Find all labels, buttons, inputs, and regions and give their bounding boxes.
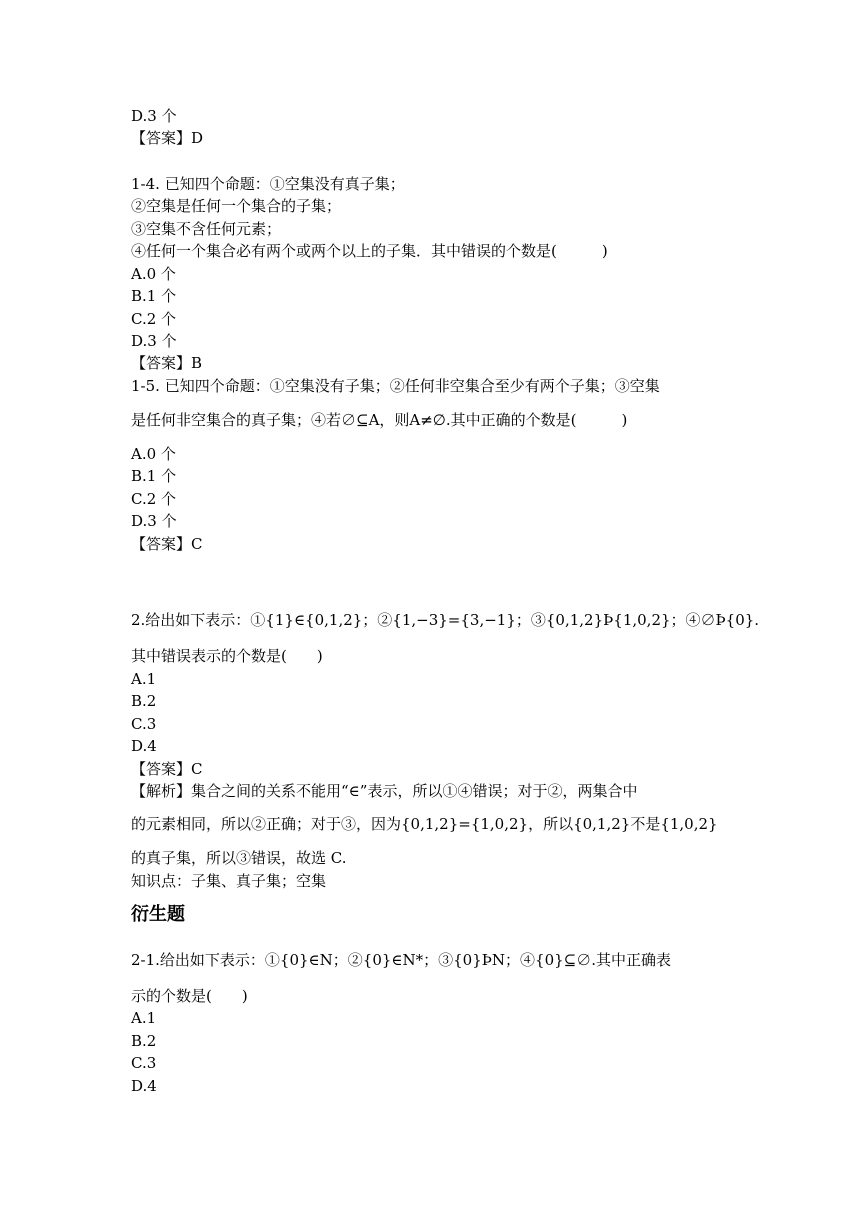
question-text-line: ②空集是任何一个集合的子集； [131,197,342,215]
question-2: 2.给出如下表示：①{1}∈{0,1,2}；②{1,−3}={3,−1}；③{0,1,2}Þ{1,0,2}；④∅Þ{0}. [131,611,760,629]
answer-line: 【答案】B [131,354,203,372]
option-c: C.3 [131,1054,157,1072]
option-c: C.2 个 [131,310,177,328]
option-d: D.4 [131,737,157,755]
answer-line: 【答案】C [131,535,203,553]
question-text-line: 示的个数是( ) [131,987,248,1005]
question-1-4: 1-4. 已知四个命题：①空集没有真子集； [131,175,405,193]
option-c: C.3 [131,715,157,733]
option-a: A.0 个 [131,265,176,283]
explanation-line: 的真子集，所以③错误，故选 C. [131,849,347,867]
question-text-line: 其中错误表示的个数是( ) [131,647,323,665]
question-2-1: 2-1.给出如下表示：①{0}∈N；②{0}∈N*；③{0}ÞN；④{0}⊆∅.其中正确表 [131,951,672,969]
section-heading: 衍生题 [131,904,185,925]
option-b: B.2 [131,692,157,710]
question-text-line: 是任何非空集合的真子集；④若∅⊆A，则A≠∅.其中正确的个数是( ) [131,411,628,429]
option-d: D.3 个 [131,107,177,125]
knowledge-point: 知识点：子集、真子集；空集 [131,872,327,890]
option-b: B.1 个 [131,287,177,305]
explanation-line: 【解析】集合之间的关系不能用“∈”表示，所以①④错误；对于②，两集合中 [131,782,638,800]
option-a: A.1 [131,1009,157,1027]
question-text-line: ④任何一个集合必有两个或两个以上的子集．其中错误的个数是( ) [131,242,608,260]
option-d: D.4 [131,1077,157,1095]
option-d: D.3 个 [131,332,177,350]
option-b: B.2 [131,1032,157,1050]
answer-line: 【答案】C [131,760,203,778]
option-d: D.3 个 [131,512,177,530]
option-c: C.2 个 [131,490,177,508]
question-1-5: 1-5. 已知四个命题：①空集没有子集；②任何非空集合至少有两个子集；③空集 [131,377,660,395]
option-b: B.1 个 [131,467,177,485]
option-a: A.0 个 [131,445,176,463]
answer-line: 【答案】D [131,129,204,147]
explanation-line: 的元素相同，所以②正确；对于③，因为{0,1,2}={1,0,2}，所以{0,1,2}不是{1,0,2} [131,815,718,833]
question-text-line: ③空集不含任何元素； [131,220,282,238]
option-a: A.1 [131,670,157,688]
